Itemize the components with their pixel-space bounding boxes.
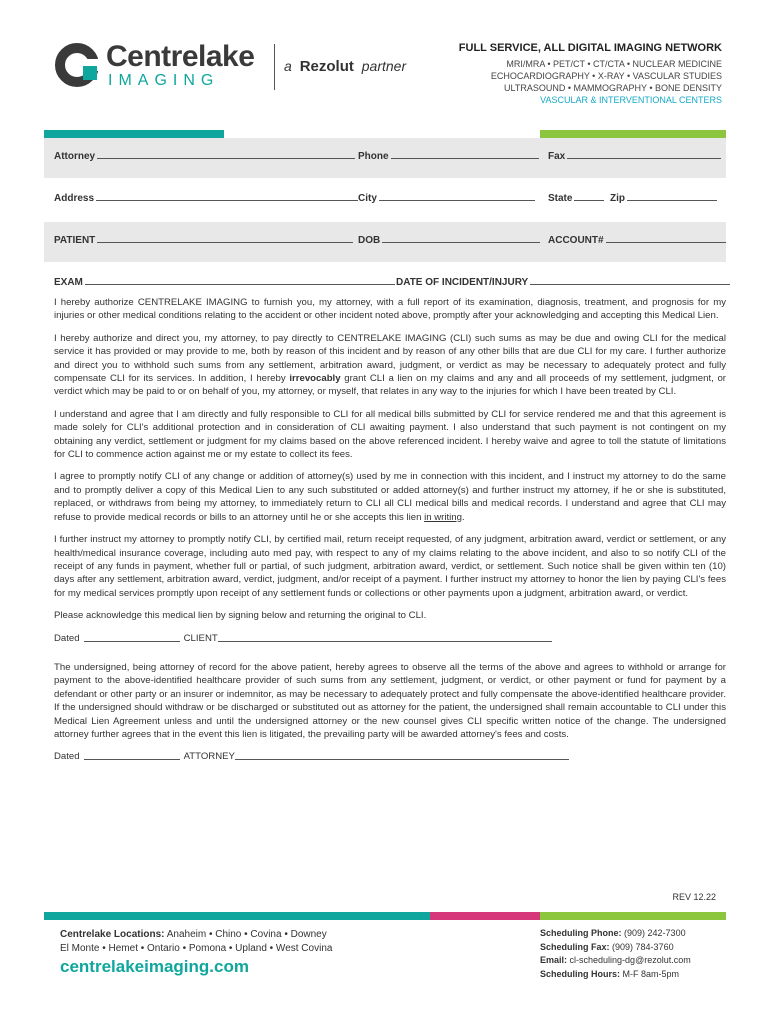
email-link[interactable]: cl-scheduling-dg@rezolut.com [569, 955, 691, 965]
patient-label: PATIENT [54, 235, 96, 246]
locations-line-1 [60, 928, 332, 942]
field-row-patient [44, 222, 726, 262]
paragraph-acknowledge: Please acknowledge this medical lien by signing below and returning the original to CLI. [54, 610, 427, 622]
paragraph-attorney-agreement: The undersigned, being attorney of record for the above patient, hereby agrees to observe all the terms of the above and agrees to withhold or arrange for payment to the above-identified healthcare provider of such sums from any settlement, judgment, or verdict, or other payment or fund for payment by a defendant or other party or an insurer or indemnitor, as may be necessary to adequately protect and fully compensate the above-identified healthcare provider. If the undersigned should withdraw or be discharged or substituted out as attorney for the patient, the undersigned shall remain accountable to CLI under this Medical Lien Agreement unless and until the undersigned attorney or the new counsel gives CLI specific written notice of the change. The undersigned attorney further agrees that in the event this lien is litigated, the prevailing party will be awarded attorney's fees and costs. [54, 661, 726, 740]
color-bar-pink [224, 130, 540, 138]
network-line: ECHOCARDIOGRAPHY • X-RAY • VASCULAR STUDIES [490, 71, 722, 81]
attorney-sig-label: ATTORNEY [183, 751, 235, 763]
account-field[interactable] [548, 234, 726, 246]
footer-bar-teal [44, 912, 430, 920]
partner-brand: Rezolut [299, 58, 354, 75]
paragraph-responsibility: I understand and agree that I am directly and fully responsible to CLI for all medical bills submitted by CLI for service rendered me and that this agreement is made solely for CLI's additional protection and in consideration of CLI awaiting payment. I also understand that such payment is not contingent on my obtaining any verdict, settlement or judgment for my claims based on the above referenced incident. I hereby waive and agree to toll the statute of limitations for CLI to commence action against me or my estate to collect its fees. [54, 408, 726, 461]
website-link[interactable]: centrelakeimaging.com [60, 957, 249, 976]
address-label: Address [54, 193, 95, 204]
email-label: Email: [540, 955, 568, 965]
locations-line-2: El Monte • Hemet • Ontario • Pomona • Upland • West Covina [60, 943, 333, 954]
account-label: ACCOUNT# [548, 235, 604, 246]
network-accent-line: VASCULAR & INTERVENTIONAL CENTERS [540, 95, 722, 105]
scheduling-phone [540, 927, 691, 941]
logo-name: Centrelake [106, 40, 255, 73]
centrelake-logo-icon [54, 42, 100, 88]
dated-label: Dated [54, 751, 80, 763]
hours-value: M-F 8am-5pm [622, 968, 680, 979]
paragraph-text: I hereby authorize and direct you, my attorney, to pay directly to CENTRELAKE IMAGING (CLI) such sums as may be due and owing CLI for the medical service it has provided or may provide to me, both by reason of this incident and by reason of any other bills that are due CLI for my care. I further authorize and direct you to withhold such sums from any settlement, arbitration award, judgment, or verdict as may be necessary to adequately protect and fully compensate CLI for its services. In addition, I hereby [54, 332, 726, 385]
footer-bar-pink [430, 912, 540, 920]
paragraph-notify-judgment: I further instruct my attorney to promptly notify CLI, by certified mail, return receipt requested, of any judgment, arbitration award, verdict or settlement, or any health/medical insurance coverage, including auto med pay, with respect to any of my claims relating to the above incident, and also to so notify CLI of the receipt of any funds in payment, whether full or partial, of such judgment, arbitration award, verdict, or settlement. Such notice shall be given within ten (10) days after any settlement, arbitration award, verdict, judgment, and/or receipt of a payment. I further instruct my attorney to honor the lien by paying CLI's fees for my medical services promptly upon receipt of any settlement funds or collections or other payments upon a judgment, arbitration award, or verdict. [54, 534, 726, 599]
exam-label: EXAM [54, 277, 83, 288]
attorney-signature-line [54, 750, 726, 763]
attorney-signature-field[interactable] [235, 750, 569, 760]
phone-label: Phone [358, 151, 389, 162]
address-field[interactable] [54, 192, 358, 204]
footer-locations [60, 928, 332, 956]
partner-a: a [284, 58, 292, 74]
zip-field[interactable] [610, 192, 717, 204]
centrelake-logo [54, 42, 274, 94]
exam-field[interactable] [54, 276, 395, 288]
city-label: City [358, 193, 377, 204]
phone-label: Scheduling Phone: [540, 928, 622, 938]
scheduling-hours [540, 968, 691, 982]
locations-label: Centrelake Locations: [60, 929, 165, 940]
field-row-attorney [44, 138, 726, 178]
header-divider [274, 44, 275, 90]
partner-word: partner [361, 58, 407, 74]
network-line: ULTRASOUND • MAMMOGRAPHY • BONE DENSITY [504, 83, 722, 93]
paragraph-direct-payment [54, 332, 726, 399]
attorney-dated-field[interactable] [84, 750, 180, 760]
paragraph-underline: in writing [424, 511, 462, 523]
revision-label: REV 12.22 [672, 892, 716, 902]
phone-value: (909) 242-7300 [624, 928, 686, 938]
state-field[interactable] [548, 192, 604, 204]
dated-label: Dated [54, 632, 80, 644]
scheduling-email [540, 954, 691, 968]
state-label: State [548, 193, 573, 204]
city-field[interactable] [358, 192, 535, 204]
footer-scheduling [540, 927, 691, 981]
network-line: MRI/MRA • PET/CT • CT/CTA • NUCLEAR MEDICINE [506, 59, 722, 69]
logo-sub: IMAGING [108, 72, 220, 89]
paragraph-notify-change: I agree to promptly notify CLI of any change or addition of attorney(s) used by me in connection with this incident, and I instruct my attorney to do the same and to promptly deliver a copy of this Medical Lien to any such substituted or added attorney(s) and further instruct my attorney, if he or she is substituted, replaced, or withdraws from being my attorney, to immediately return to CLI all CLI medical bills and medical records. I understand and agree that CLI may refuse to provide medical records or bills to an attorney until he or she accepts this lien in writing. [54, 471, 726, 523]
hours-label: Scheduling Hours: [540, 968, 621, 979]
attorney-field[interactable] [54, 150, 355, 162]
lien-form-fields [44, 138, 726, 306]
date-of-incident-field[interactable] [396, 276, 730, 288]
client-signature-field[interactable] [218, 632, 552, 642]
lien-agreement-text [54, 296, 726, 773]
client-label: CLIENT [183, 632, 218, 644]
fax-label: Fax [548, 151, 566, 162]
paragraph-emphasis: irrevocably [289, 373, 341, 385]
color-bar-teal [44, 130, 224, 138]
partner-tagline [284, 58, 406, 75]
client-dated-field[interactable] [84, 632, 180, 642]
phone-field[interactable] [358, 150, 539, 162]
paragraph-text: I agree to promptly notify CLI of any change or addition of attorney(s) used by me in connection with this incident, and I instruct my attorney to do the same and to promptly deliver a copy of this Medical Lien to any such substituted or added attorney(s) and further instruct my attorney, if he or she is substituted, replaced, or withdraws from being my attorney, to immediately return to CLI all CLI medical bills and medical records. I understand and agree that CLI may refuse to provide medical records or bills to an attorney until he or she accepts this lien [54, 471, 726, 523]
color-bar-green [540, 130, 726, 138]
dob-field[interactable] [358, 234, 540, 246]
client-signature-line [54, 632, 726, 645]
field-row-address [44, 180, 726, 220]
zip-label: Zip [610, 193, 625, 204]
dob-label: DOB [358, 235, 381, 246]
network-title: FULL SERVICE, ALL DIGITAL IMAGING NETWORK [458, 42, 722, 54]
fax-field[interactable] [548, 150, 721, 162]
patient-field[interactable] [54, 234, 353, 246]
scheduling-fax [540, 941, 691, 955]
locations-text: Anaheim • Chino • Covina • Downey [166, 929, 327, 940]
attorney-label: Attorney [54, 151, 96, 162]
paragraph-authorize-report: I hereby authorize CENTRELAKE IMAGING to furnish you, my attorney, with a full report of its examination, diagnosis, treatment, and prognosis for my injuries or other medical conditions relating to the accident or other incident noted above, promptly after your acknowledging and accepting this Medical Lien. [54, 297, 726, 322]
network-services [459, 42, 722, 106]
paragraph-text: grant CLI a lien on my claims and any and all proceeds of my settlement, judgment, or verdict which may be paid to or on behalf of you, my attorney, or myself, that relates in any way to the injuries for which I have been treated by CLI. [54, 373, 726, 398]
date-of-incident-label: DATE OF INCIDENT/INJURY [396, 277, 529, 288]
fax-label: Scheduling Fax: [540, 941, 610, 952]
fax-value: (909) 784-3760 [612, 941, 674, 952]
footer-bar-green [540, 912, 726, 920]
